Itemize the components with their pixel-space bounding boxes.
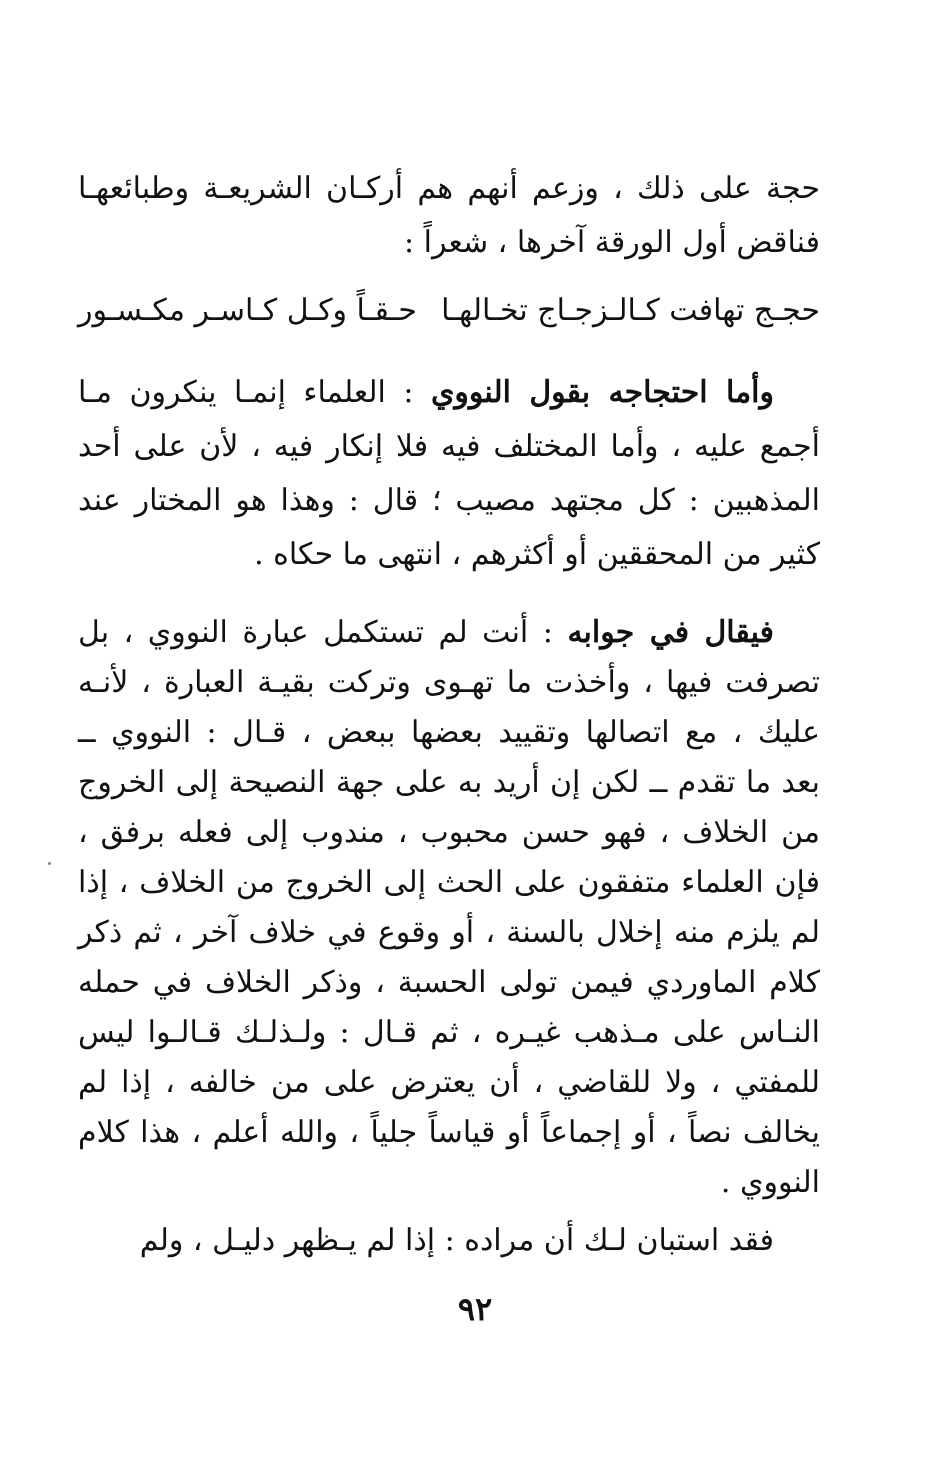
verse-line [78, 284, 820, 338]
text-line [78, 366, 820, 420]
text-line: عليك ، مع اتصالها وتقييد بعضها ببعض ، قـال : النووي ــ [78, 715, 820, 750]
text-line: فقد استبان لـك أن مراده : إذا لم يـظهر دليـل ، ولم [139, 1223, 774, 1258]
text-line: النووي . [720, 1165, 820, 1200]
margin-speck [48, 862, 51, 865]
text-line: حجة على ذلك ، وزعم أنهم هم أركـان الشريعـة وطبائعهـا [78, 171, 820, 206]
paragraph-lead: وأما احتجاجه بقول النووي [430, 375, 775, 410]
text-line: النـاس على مـذهب غيـره ، ثم قـال : ولـذلـك قـالـوا ليس [78, 1015, 820, 1050]
text-line: كلام الماوردي فيمن تولى الحسبة ، وذكر الخلاف في حمله [78, 965, 820, 1000]
text-line: بعد ما تقدم ــ لكن إن أريد به على جهة النصيحة إلى الخروج [78, 765, 820, 800]
text-line: للمفتي ، ولا للقاضي ، أن يعترض على من خالفه ، إذا لم [78, 1065, 820, 1100]
text-line: فناقض أول الورقة آخرها ، شعراً : [403, 225, 820, 260]
text-fragment: : أنت لم تستكمل عبارة النووي ، بل [78, 615, 553, 650]
text-line: من الخلاف ، فهو حسن محبوب ، مندوب إلى فعله برفق ، [78, 815, 820, 850]
text-line: لم يلزم منه إخلال بالسنة ، أو وقوع في خلاف آخر ، ثم ذكر [78, 915, 820, 950]
text-line: أجمع عليه ، وأما المختلف فيه فلا إنكار فيه ، لأن على أحد [78, 429, 820, 464]
verse-first-hemistich: حجـج تهافت كـالـزجـاج تخـالهـا [441, 293, 820, 328]
text-line: تصرفت فيها ، وأخذت ما تهـوى وتركت بقيـة العبارة ، لأنـه [78, 665, 821, 700]
text-line: فإن العلماء متفقون على الحث إلى الخروج من الخلاف ، إذا [78, 865, 820, 900]
text-line: كثير من المحققين أو أكثرهم ، انتهى ما حكاه . [254, 537, 820, 572]
page-number: ٩٢ [457, 1290, 493, 1328]
text-line: يخالف نصاً ، أو إجماعاً أو قياساً جلياً ، والله أعلم ، هذا كلام [78, 1115, 820, 1150]
text-line [78, 606, 820, 660]
paragraph-lead: فيقال في جوابه [567, 615, 774, 650]
text-fragment: : العلماء إنمـا ينكرون مـا [78, 375, 414, 410]
text-line: المذهبين : كل مجتهد مصيب ؛ قال : وهذا هو المختار عند [78, 483, 820, 518]
verse-second-hemistich: حـقـاً وكـل كـاسـر مكـسـور [78, 293, 417, 328]
